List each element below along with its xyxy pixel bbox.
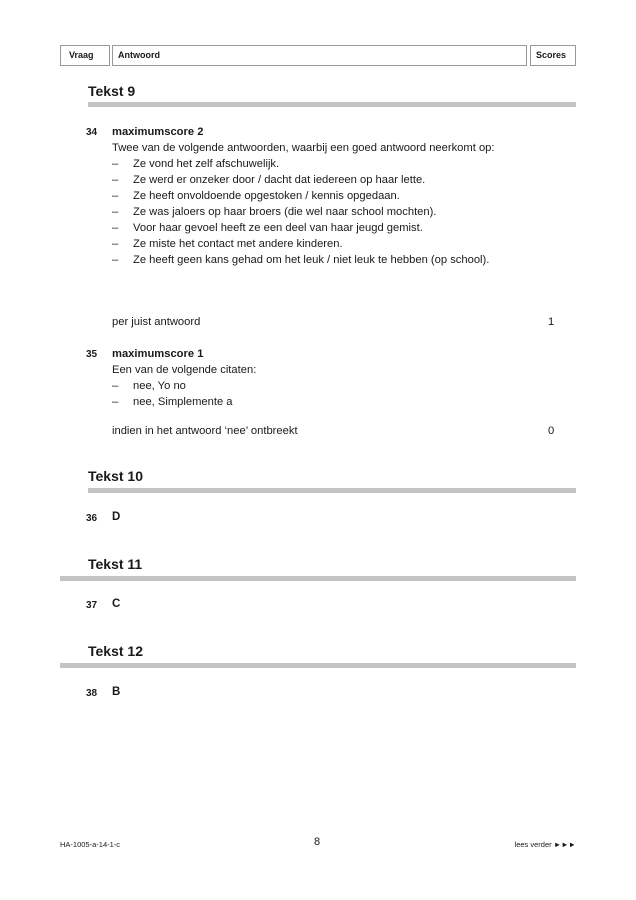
header-vraag: Vraag — [60, 45, 110, 66]
question-number-37: 37 — [86, 600, 98, 611]
question-number-34: 34 — [86, 127, 98, 138]
question-intro: Een van de volgende citaten: — [112, 364, 257, 376]
answer-list — [112, 156, 532, 268]
list-item: – Ze miste het contact met andere kinderen. — [112, 238, 343, 250]
continue-indicator: lees verder ►►► — [514, 840, 576, 849]
list-item: – Ze was jaloers op haar broers (die wel naar school mochten). — [112, 206, 437, 218]
score-value: 0 — [548, 425, 555, 437]
question-number-36: 36 — [86, 513, 98, 524]
section-title-tekst-11: Tekst 11 — [88, 556, 143, 572]
page-number: 8 — [314, 836, 321, 848]
list-item: – Ze heeft onvoldoende opgestoken / kennis opgedaan. — [112, 190, 400, 202]
header-scores: Scores — [530, 45, 576, 66]
list-item: – nee, Yo no — [112, 380, 186, 392]
section-title-tekst-12: Tekst 12 — [88, 643, 143, 659]
section-divider — [60, 576, 576, 581]
question-number-38: 38 — [86, 688, 98, 699]
question-34-body — [112, 124, 532, 268]
max-score-label: maximumscore 1 — [112, 348, 204, 360]
question-intro: Twee van de volgende antwoorden, waarbij een goed antwoord neerkomt op: — [112, 142, 495, 154]
section-divider — [60, 663, 576, 668]
score-rule-text: per juist antwoord — [112, 316, 201, 328]
list-item: – Ze vond het zelf afschuwelijk. — [112, 158, 280, 170]
question-35-body — [112, 346, 532, 410]
section-divider — [88, 488, 576, 493]
question-number-35: 35 — [86, 349, 98, 360]
exam-code: HA-1005-a-14-1-c — [60, 840, 121, 849]
list-item: – Voor haar gevoel heeft ze een deel van haar jeugd gemist. — [112, 222, 423, 234]
answer-38: B — [112, 686, 121, 698]
max-score-label: maximumscore 2 — [112, 126, 204, 138]
answer-37: C — [112, 598, 121, 610]
section-title-tekst-10: Tekst 10 — [88, 468, 143, 484]
score-rule-text: indien in het antwoord ‘nee’ ontbreekt — [112, 425, 298, 437]
header-antwoord: Antwoord — [112, 45, 527, 66]
score-value: 1 — [548, 316, 555, 328]
list-item: – nee, Simplemente a — [112, 396, 233, 408]
section-title-tekst-9: Tekst 9 — [88, 83, 136, 99]
list-item: – Ze heeft geen kans gehad om het leuk / niet leuk te hebben (op school). — [112, 254, 490, 266]
section-divider — [88, 102, 576, 107]
answer-36: D — [112, 511, 121, 523]
answer-list — [112, 378, 532, 410]
list-item: – Ze werd er onzeker door / dacht dat iedereen op haar lette. — [112, 174, 426, 186]
